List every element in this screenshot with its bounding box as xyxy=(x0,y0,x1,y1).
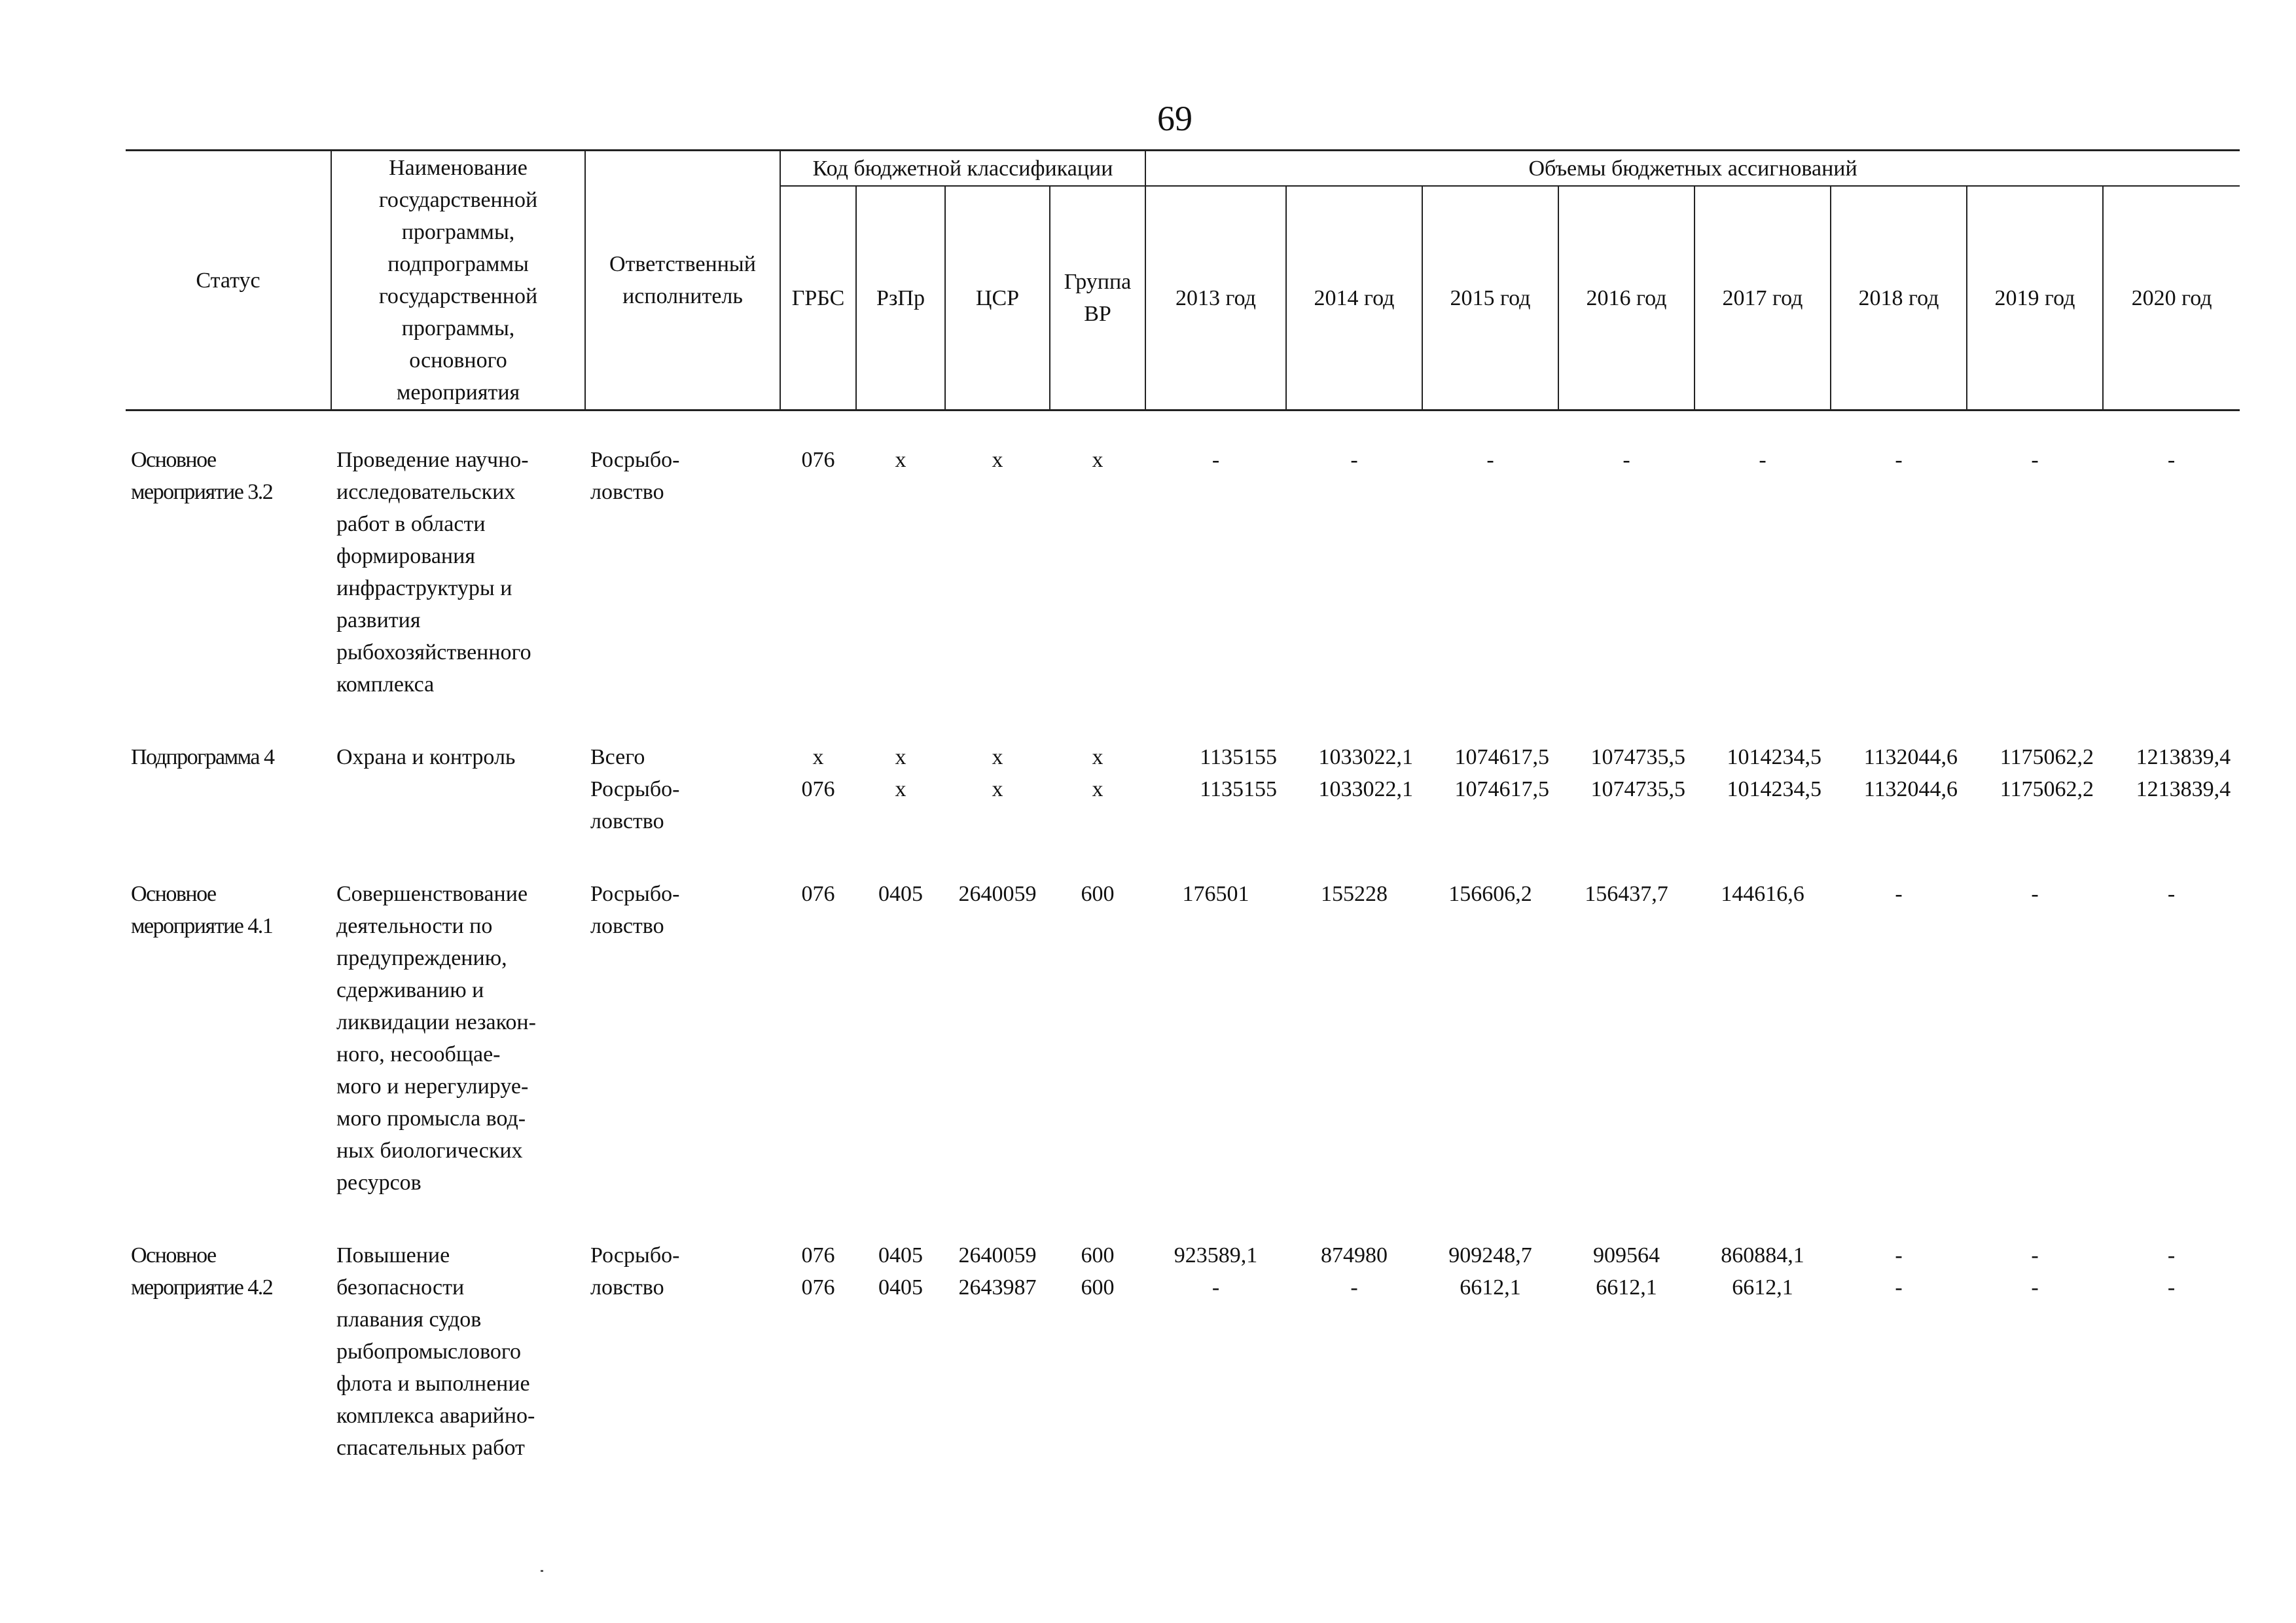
page-number: 69 xyxy=(1157,99,1193,138)
cell-2020: 1213839,4 1213839,4 xyxy=(2136,745,2231,801)
cell-2017: 144616,6 xyxy=(1721,882,1804,906)
cell-2018: - xyxy=(1895,882,1903,906)
table-row xyxy=(126,878,2240,1199)
cell-2016: 909564 6612,1 xyxy=(1593,1243,1660,1300)
header-volume-group: Объемы бюджетных ассигнований xyxy=(1145,151,2240,187)
cell-2020: - - xyxy=(2167,1243,2176,1300)
scan-dot xyxy=(541,1570,543,1572)
cell-2016: 1074735,5 1074735,5 xyxy=(1590,745,1686,801)
cell-rzpr: x x xyxy=(895,745,906,801)
cell-2019: 1175062,2 1175062,2 xyxy=(2000,745,2094,801)
cell-rzpr: 0405 xyxy=(878,882,923,906)
row-name: Охрана и контроль xyxy=(336,745,516,769)
cell-2013: 1135155 1135155 xyxy=(1200,745,1278,801)
header-year-2019: 2019 год xyxy=(1967,186,2103,410)
cell-2017: - xyxy=(1759,448,1767,472)
header-code-group: Код бюджетной классификации xyxy=(780,151,1145,187)
cell-2014: 874980 - xyxy=(1321,1243,1388,1300)
header-year-2013: 2013 год xyxy=(1145,186,1286,410)
header-year-2020: 2020 год xyxy=(2103,186,2240,410)
spacer xyxy=(126,1199,2240,1239)
row-name: Совершенствование деятельности по предупреждению, сдерживанию и ликвидации незакон- ного, несообщае- мого и нерегулируе- мого промысла вод- ных биологических ресурсов xyxy=(336,882,536,1195)
cell-2019: - xyxy=(2031,448,2039,472)
cell-2016: - xyxy=(1623,448,1630,472)
cell-grbs: 076 xyxy=(801,448,835,472)
spacer xyxy=(126,410,2240,445)
header-status: Статус xyxy=(126,151,331,410)
header-responsible: Ответственный исполнитель xyxy=(585,151,780,410)
row-responsible: Росрыбо- ловство xyxy=(590,882,680,938)
row-status: Основное мероприятие 4.1 xyxy=(131,882,273,938)
cell-2014: - xyxy=(1350,448,1358,472)
cell-2018: - xyxy=(1895,448,1903,472)
row-status: Основное мероприятие 4.2 xyxy=(131,1243,273,1300)
cell-grbs: x 076 xyxy=(801,745,835,801)
cell-2018: 1132044,6 1132044,6 xyxy=(1863,745,1958,801)
cell-2013: 923589,1 - xyxy=(1174,1243,1258,1300)
cell-2018: - - xyxy=(1895,1243,1903,1300)
row-responsible: Росрыбо- ловство xyxy=(590,448,680,504)
cell-2016: 156437,7 xyxy=(1585,882,1668,906)
row-responsible: Росрыбо- ловство xyxy=(590,1243,680,1300)
spacer xyxy=(126,701,2240,741)
budget-allocation-table xyxy=(126,149,2240,1464)
cell-rzpr: 0405 0405 xyxy=(878,1243,923,1300)
cell-csr: 2640059 2643987 xyxy=(958,1243,1037,1300)
header-rzpr: РзПр xyxy=(856,186,945,410)
cell-vr: 600 600 xyxy=(1081,1243,1115,1300)
cell-2020: - xyxy=(2167,448,2176,472)
header-row-top xyxy=(126,151,2240,187)
header-vr: Группа ВР xyxy=(1050,186,1145,410)
cell-2014: 155228 xyxy=(1321,882,1388,906)
table-row xyxy=(126,444,2240,701)
cell-2013: - xyxy=(1211,448,1220,472)
cell-2015: 909248,7 6612,1 xyxy=(1448,1243,1532,1300)
header-year-2017: 2017 год xyxy=(1695,186,1831,410)
row-name: Повышение безопасности плавания судов рыбопромыслового флота и выполнение комплекса аварийно- спасательных работ xyxy=(336,1243,535,1460)
row-responsible: Всего Росрыбо- ловство xyxy=(590,745,680,833)
cell-2015: 1074617,5 1074617,5 xyxy=(1454,745,1550,801)
cell-2019: - xyxy=(2031,882,2039,906)
cell-vr: 600 xyxy=(1081,882,1115,906)
cell-2017: 1014234,5 1014234,5 xyxy=(1727,745,1822,801)
table-row xyxy=(126,741,2240,837)
cell-2017: 860884,1 6612,1 xyxy=(1721,1243,1804,1300)
header-year-2014: 2014 год xyxy=(1286,186,1422,410)
cell-vr: x xyxy=(1092,448,1103,472)
cell-vr: x x xyxy=(1092,745,1103,801)
cell-2014: 1033022,1 1033022,1 xyxy=(1318,745,1414,801)
header-year-2016: 2016 год xyxy=(1558,186,1695,410)
cell-csr: x x xyxy=(992,745,1003,801)
header-name: Наименование государственной программы, подпрограммы государственной программы, основного мероприятия xyxy=(331,151,585,410)
cell-2013: 176501 xyxy=(1182,882,1249,906)
row-status: Подпрограмма 4 xyxy=(131,745,274,769)
row-status: Основное мероприятие 3.2 xyxy=(131,448,273,504)
table-row xyxy=(126,1239,2240,1464)
cell-grbs: 076 076 xyxy=(801,1243,835,1300)
row-name: Проведение научно- исследовательских работ в области формирования инфраструктуры и развития рыбохозяйственного комплекса xyxy=(336,448,531,697)
header-csr: ЦСР xyxy=(945,186,1050,410)
header-grbs: ГРБС xyxy=(780,186,856,410)
cell-2015: 156606,2 xyxy=(1448,882,1532,906)
header-year-2018: 2018 год xyxy=(1831,186,1967,410)
cell-csr: x xyxy=(992,448,1003,472)
cell-csr: 2640059 xyxy=(958,882,1037,906)
cell-2019: - - xyxy=(2031,1243,2039,1300)
cell-rzpr: x xyxy=(895,448,906,472)
cell-2020: - xyxy=(2167,882,2176,906)
cell-2015: - xyxy=(1486,448,1494,472)
cell-grbs: 076 xyxy=(801,882,835,906)
header-year-2015: 2015 год xyxy=(1422,186,1558,410)
spacer xyxy=(126,837,2240,878)
